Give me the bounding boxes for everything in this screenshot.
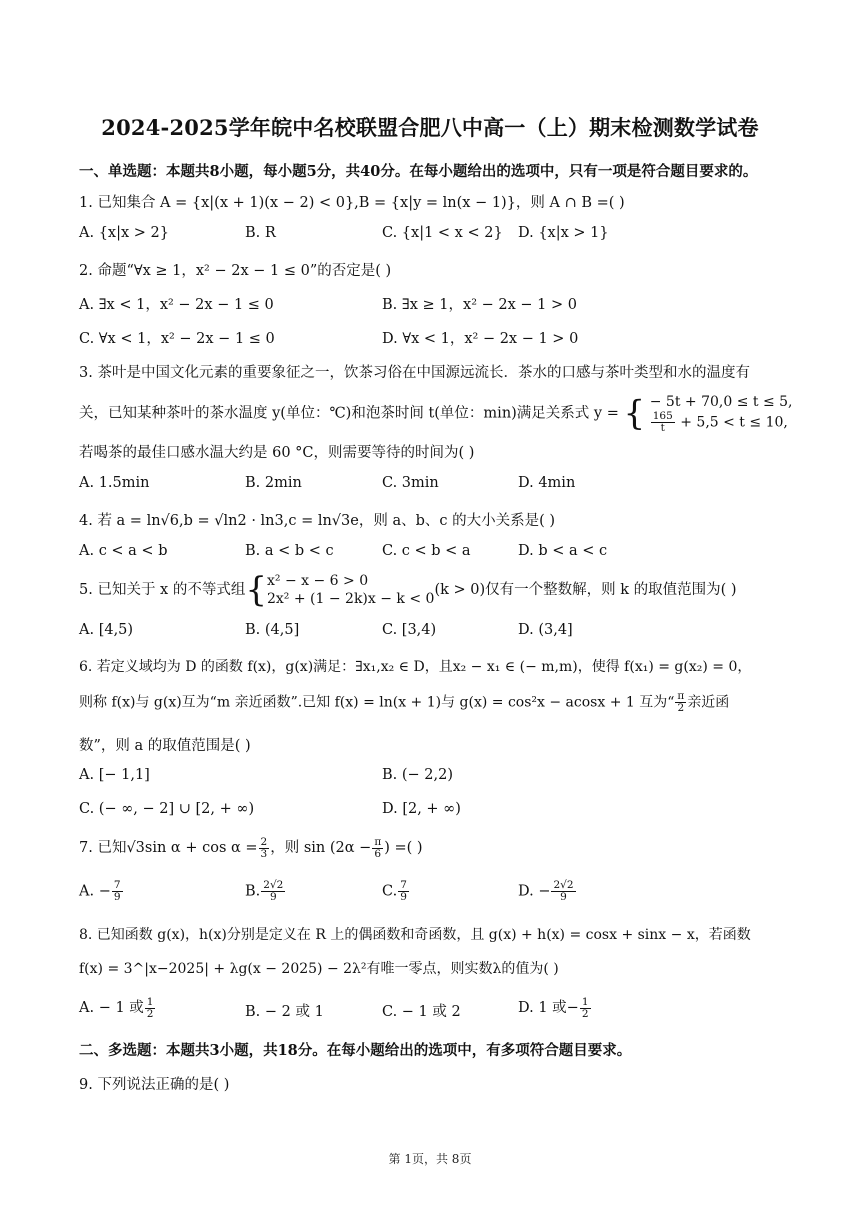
q5-option-a: A. [4,5) (79, 622, 134, 638)
q3-piecewise (650, 393, 793, 434)
q5-option-d: D. (3,4] (518, 622, 573, 638)
page-title: 2024-2025学年皖中名校联盟合肥八中高一（上）期末检测数学试卷 (101, 115, 759, 140)
q4-option-d: D. b < a < c (518, 543, 608, 559)
q5-case-1: x² − x − 6 > 0 (266, 573, 369, 589)
q5-case-2: 2x² + (1 − 2k)x − k < 0 (266, 591, 435, 607)
q8-option-b: B. − 2 或 1 (245, 1004, 324, 1020)
question-3-line-3: 若喝茶的最佳口感水温大约是 60 °C，则需要等待的时间为( ) (79, 445, 475, 461)
page-footer: 第 1页，共 8页 (388, 1152, 472, 1166)
question-3-line-1: 3. 茶叶是中国文化元素的重要象征之一，饮茶习俗在中国源远流长．茶水的口感与茶叶类型和水的温度有 (79, 365, 750, 381)
question-8-line-1: 8. 已知函数 g(x)，h(x)分别是定义在 R 上的偶函数和奇函数，且 g(x) + h(x) = cosx + sinx − x，若函数 (79, 927, 751, 943)
q7-fraction-2-3: $\frac{2}{3}$ (260, 835, 268, 860)
q3-option-d: D. 4min (518, 475, 576, 491)
q6-option-b: B. (− 2,2) (382, 767, 454, 783)
q5-brace: { (245, 570, 267, 610)
q5-system (267, 572, 434, 608)
q7-option-b: B. $\frac{2√2}{9}$ (245, 879, 284, 903)
q7-option-c: C. $\frac{7}{9}$ (382, 879, 407, 903)
question-1-stem: 1. 已知集合 A = {x|(x + 1)(x − 2) < 0},B = {x|y = ln(x − 1)}，则 A ∩ B =( ) (79, 195, 625, 211)
q5-option-c: C. [3,4) (382, 622, 437, 638)
q3-case-1: − 5t + 70,0 ≤ t ≤ 5, (649, 394, 793, 410)
q7-fraction-pi-6: $\frac{\pi}{6}$ (374, 835, 382, 860)
q3-case-2: $\frac{165}{t}$ + 5,5 < t ≤ 10, (652, 410, 788, 434)
q2-option-c: C. ∀x < 1，x² − 2x − 1 ≤ 0 (79, 331, 275, 347)
q3-option-c: C. 3min (382, 475, 439, 491)
q4-option-a: A. c < a < b (79, 543, 168, 559)
section-single-choice: 一、单选题：本题共8小题，每小题5分，共40分。在每小题给出的选项中，只有一项是符合题目要求的。 (79, 163, 758, 180)
q8-option-d: D. 1 或− $\frac{1}{2}$ (518, 995, 589, 1020)
q7-option-d: D. − $\frac{2√2}{9}$ (518, 879, 574, 903)
q6-option-a: A. [− 1,1] (79, 767, 150, 783)
question-6-line-1: 6. 若定义域均为 D 的函数 f(x)，g(x)满足：∃x₁,x₂ ∈ D，且x₂ − x₁ ∈ (− m,m)，使得 f(x₁) = g(x₂) = 0， (79, 659, 752, 675)
question-2-stem: 2. 命题“∀x ≥ 1，x² − 2x − 1 ≤ 0”的否定是( ) (79, 263, 392, 279)
question-9-stem: 9. 下列说法正确的是( ) (79, 1077, 230, 1093)
q1-option-c: C. {x|1 < x < 2} (382, 225, 503, 241)
question-6-line-2: 则称 f(x)与 g(x)互为“m 亲近函数”.已知 f(x) = ln(x + 1)与 g(x) = cos²x − acosx + 1 互为“ $\frac{\pi}{2}$ 亲近函 (79, 690, 730, 714)
q5-suffix: (k > 0)仅有一个整数解，则 k 的取值范围为( ) (434, 582, 737, 598)
question-4-stem: 4. 若 a = ln√6,b = √ln2 · ln3,c = ln√3e，则 a、b、c 的大小关系是( ) (79, 513, 556, 529)
question-6-line-3: 数”，则 a 的取值范围是( ) (79, 738, 251, 754)
q2-option-a: A. ∃x < 1，x² − 2x − 1 ≤ 0 (79, 297, 274, 313)
q3-case-2-fraction: $\frac{165}{t}$ (652, 410, 673, 434)
q3-line-2-text: 关，已知某种茶叶的茶水温度 y(单位：℃)和泡茶时间 t(单位：min)满足关系式 y = (79, 405, 619, 422)
q6-option-c: C. (− ∞, − 2] ∪ [2, + ∞) (79, 801, 255, 817)
question-3-line-2 (79, 393, 793, 434)
q2-option-b: B. ∃x ≥ 1，x² − 2x − 1 > 0 (382, 297, 577, 313)
q4-option-c: C. c < b < a (382, 543, 471, 559)
q1-option-b: B. R (245, 225, 276, 241)
q8-option-a: A. − 1 或 $\frac{1}{2}$ (79, 995, 154, 1020)
section-multiple-choice: 二、多选题：本题共3小题，共18分。在每小题给出的选项中，有多项符合题目要求。 (79, 1042, 632, 1059)
q5-option-b: B. (4,5] (245, 622, 300, 638)
q2-option-d: D. ∀x < 1，x² − 2x − 1 > 0 (382, 331, 579, 347)
question-7-stem: 7. 已知√3sin α + cos α = $\frac{2}{3}$ ，则 sin (2α − $\frac{\pi}{6}$ ) =( ) (79, 835, 423, 860)
q6-option-d: D. [2, + ∞) (382, 801, 461, 817)
q4-option-b: B. a < b < c (245, 543, 334, 559)
q1-option-a: A. {x|x > 2} (79, 225, 169, 241)
q3-brace: { (623, 393, 646, 434)
q1-option-d: D. {x|x > 1} (518, 225, 609, 241)
q6-pi-over-2: $\frac{\pi}{2}$ (677, 690, 685, 714)
q7-option-a: A. − $\frac{7}{9}$ (79, 879, 121, 903)
q8-option-c: C. − 1 或 2 (382, 1004, 461, 1020)
q3-option-b: B. 2min (245, 475, 302, 491)
question-8-line-2: f(x) = 3^|x−2025| + λg(x − 2025) − 2λ²有唯一零点，则实数λ的值为( ) (79, 961, 559, 977)
q3-option-a: A. 1.5min (79, 475, 150, 491)
q5-prefix: 5. 已知关于 x 的不等式组 (79, 582, 246, 598)
question-5-stem (79, 572, 737, 608)
